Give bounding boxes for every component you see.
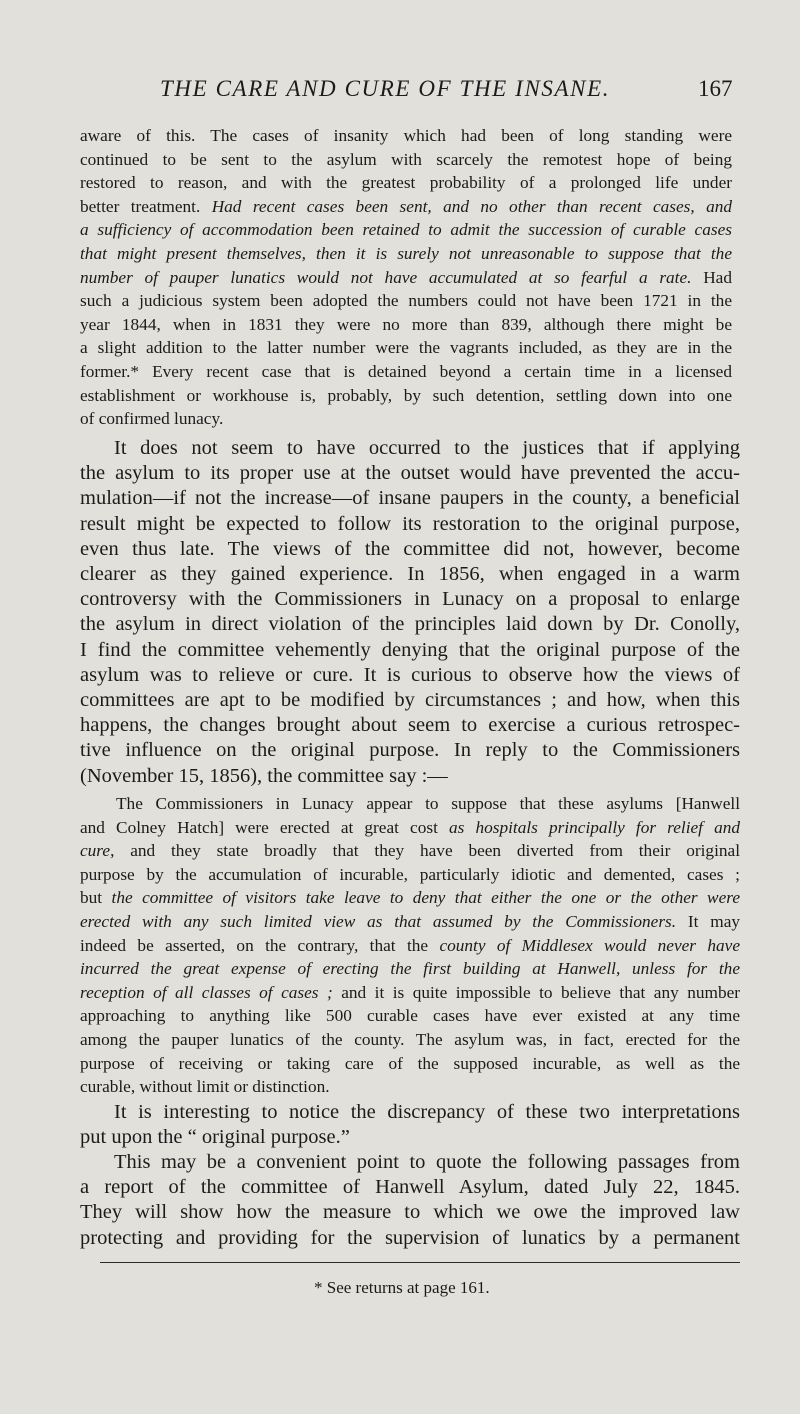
- text-line: [80, 242, 732, 266]
- italic-run: reception of all classes of cases ;: [80, 982, 333, 1002]
- text-line: This may be a convenient point to quote the following passages from: [114, 1151, 740, 1173]
- footnote-divider: [100, 1262, 740, 1263]
- paragraph-2: [80, 436, 740, 789]
- text-line: The Commissioners in Lunacy appear to suppose that these asylums [Hanwell: [116, 794, 740, 813]
- text-line: [80, 910, 740, 934]
- italic-run: a sufficiency of accommodation been retained to admit the succession of curable cases: [80, 220, 732, 240]
- text-line: controversy with the Commissioners in Lunacy on a proposal to enlarge: [80, 588, 740, 611]
- text-line: among the pauper lunatics of the county. The asylum was, in fact, erected for the: [80, 1029, 740, 1049]
- text-run: , and they state broadly that they have been diverted from their original: [110, 841, 740, 861]
- text-line: [80, 266, 732, 290]
- text-line: It is interesting to notice the discrepancy of these two interpretations: [114, 1101, 740, 1123]
- text-line: [80, 839, 740, 863]
- page-number: 167: [698, 76, 733, 101]
- italic-run: Had recent cases been sent, and no other than recent cases, and: [211, 196, 732, 216]
- text-line: purpose of receiving or taking care of the supposed incurable, as well as the: [80, 1053, 740, 1073]
- text-line: such a judicious system been adopted the numbers could not have been 1721 in the: [80, 291, 732, 311]
- text-line: the asylum to its proper use at the outset would have prevented the accu-: [80, 462, 740, 485]
- text-line: put upon the “ original purpose.”: [80, 1126, 350, 1149]
- text-line: even thus late. The views of the committee did not, however, become: [80, 537, 740, 560]
- text-line: They will show how the measure to which we owe the improved law: [80, 1201, 740, 1224]
- text-run: Had: [691, 267, 732, 287]
- text-line: a slight addition to the latter number were the vagrants included, as they are in the: [80, 338, 732, 358]
- text-line: result might be expected to follow its restoration to the original purpose,: [80, 512, 740, 535]
- text-line: [80, 886, 740, 910]
- text-line: year 1844, when in 1831 they were no more than 839, although there might be: [80, 314, 732, 334]
- text-line: clearer as they gained experience. In 1856, when engaged in a warm: [80, 563, 740, 586]
- text-line: [80, 957, 740, 981]
- italic-run: as hospitals principally for relief and: [448, 817, 741, 837]
- paragraph-1: [80, 124, 732, 431]
- italic-run: cure: [80, 841, 111, 861]
- text-line: a report of the committee of Hanwell Asylum, dated July 22, 1845.: [80, 1176, 740, 1199]
- italic-run: number of pauper lunatics would not have accumulated at so fearful a rate.: [80, 267, 692, 287]
- text-line: aware of this. The cases of insanity which had been of long standing were: [80, 126, 732, 145]
- italic-run: the committee of visitors take leave to deny that either the one or the other were: [111, 888, 740, 908]
- text-line: [80, 218, 732, 242]
- paragraph-3: [80, 1100, 740, 1150]
- text-line: restored to reason, and with the greatest probability of a prolonged life under: [80, 173, 732, 193]
- text-line: curable, without limit or distinction.: [80, 1077, 330, 1097]
- text-line: purpose by the accumulation of incurable, particularly idiotic and demented, cases ;: [80, 864, 740, 884]
- text-line: committees are apt to be modified by circumstances ; and how, when this: [80, 689, 740, 712]
- text-line: continued to be sent to the asylum with scarcely the remotest hope of being: [80, 149, 732, 169]
- page-header: [0, 72, 740, 112]
- text-line: [80, 934, 740, 958]
- text-line: mulation—if not the increase—of insane paupers in the county, a beneficial: [80, 487, 740, 510]
- text-line: [80, 816, 740, 840]
- text-line: I find the committee vehemently denying that the original purpose of the: [80, 638, 740, 661]
- italic-run: that might present themselves, then it is surely not unreasonable to suppose that the: [80, 243, 732, 263]
- text-line: asylum was to relieve or cure. It is curious to observe how the views of: [80, 663, 740, 686]
- italic-run: county of Middlesex would never have: [439, 935, 741, 955]
- text-line: the asylum in direct violation of the principles laid down by Dr. Conolly,: [80, 613, 740, 636]
- text-line: (November 15, 1856), the committee say :—: [80, 764, 448, 787]
- text-run: and Colney Hatch] were erected at great cost: [80, 817, 449, 837]
- text-line: tive influence on the original purpose. In reply to the Commissioners: [80, 739, 740, 762]
- text-run: and it is quite impossible to believe that any number: [332, 982, 741, 1002]
- text-run: but: [80, 888, 112, 908]
- running-title: THE CARE AND CURE OF THE INSANE.: [160, 76, 611, 101]
- text-line: It does not seem to have occurred to the justices that if applying: [114, 437, 740, 459]
- text-line: [80, 981, 740, 1005]
- italic-run: erected with any such limited view as that assumed by the Commissioners.: [80, 911, 677, 931]
- text-run: It may: [676, 911, 741, 931]
- text-line: happens, the changes brought about seem to exercise a curious retrospec-: [80, 714, 740, 737]
- text-line: of confirmed lunacy.: [80, 409, 224, 429]
- text-line: establishment or workhouse is, probably, by such detention, settling down into one: [80, 385, 732, 405]
- text-run: indeed be asserted, on the contrary, that the: [80, 935, 440, 955]
- text-line: former.* Every recent case that is detained beyond a certain time in a licensed: [80, 361, 732, 381]
- text-line: [80, 195, 732, 219]
- italic-run: incurred the great expense of erecting the first building at Hanwell, unless for the: [80, 959, 740, 979]
- text-run: better treatment.: [80, 196, 201, 216]
- text-line: approaching to anything like 500 curable cases have ever existed at any time: [80, 1006, 740, 1026]
- block-quote: [80, 792, 740, 1099]
- text-line: protecting and providing for the supervision of lunatics by a permanent: [80, 1226, 740, 1249]
- footnote: * See returns at page 161.: [314, 1278, 490, 1297]
- paragraph-4: [80, 1150, 740, 1251]
